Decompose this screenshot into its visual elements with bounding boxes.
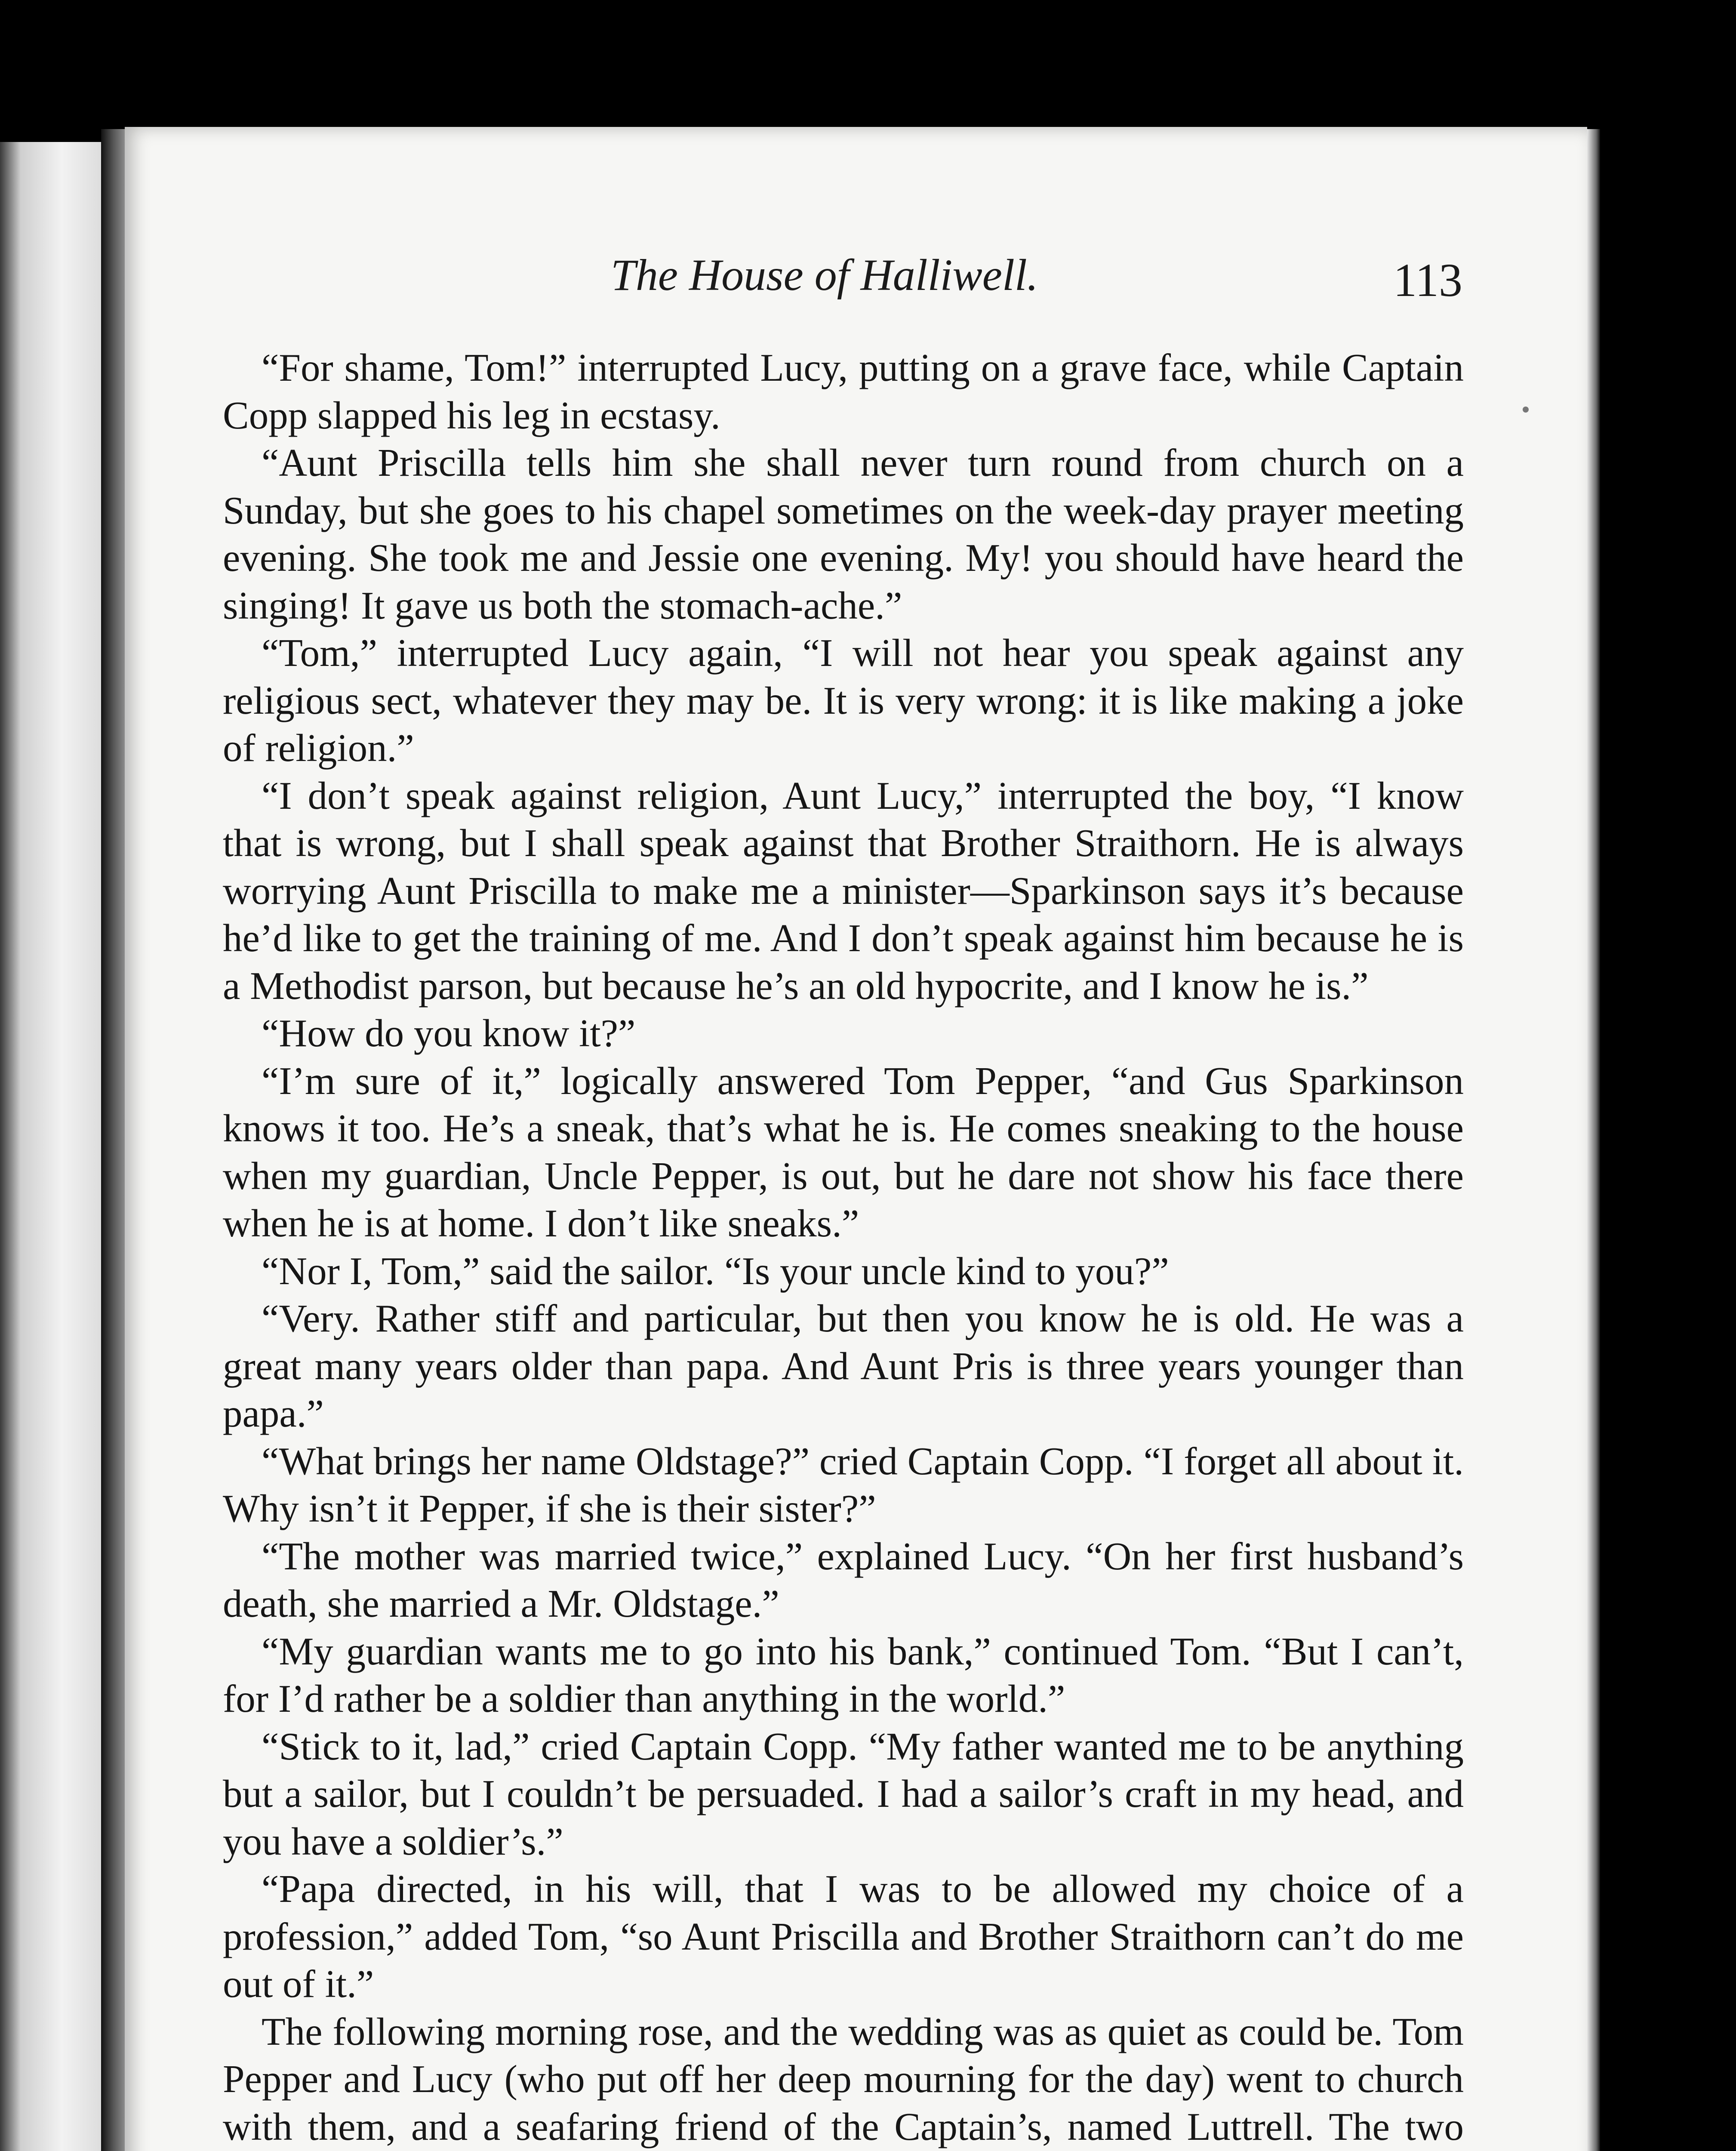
paragraph: “Papa directed, in his will, that I was to be allowed my choice of a profession,” added Tom, “so Aunt Priscilla and Brother Straithorn can’t do me out of it.” (223, 1867, 1464, 2006)
paragraph: “I don’t speak against religion, Aunt Lucy,” interrupted the boy, “I know that is wrong, but I shall speak against that Brother Straithorn. He is always worrying Aunt Priscilla to make me a minister—Sparkinson says it’s because he’d like to get the training of me. And I don’t speak against him because he is a Methodist parson, but because he’s an old hypocrite, and I know he is.” (223, 773, 1464, 1008)
previous-page-edge (0, 142, 106, 2151)
page-right-edge (1587, 129, 1600, 2151)
paragraph: “Tom,” interrupted Lucy again, “I will not hear you speak against any religious sect, whatever they may be. It is very wrong: it is like making a joke of religion.” (223, 631, 1464, 770)
body-text (223, 344, 1464, 2151)
paragraph: “What brings her name Oldstage?” cried Captain Copp. “I forget all about it. Why isn’t it Pepper, if she is their sister?” (223, 1439, 1464, 1530)
paragraph: “My guardian wants me to go into his bank,” continued Tom. “But I can’t, for I’d rather be a soldier than anything in the world.” (223, 1629, 1464, 1720)
paragraph: “I’m sure of it,” logically answered Tom Pepper, “and Gus Sparkinson knows it too. He’s a sneak, that’s what he is. He comes sneaking to the house when my guardian, Uncle Pepper, is out, but he dare not show his face there when he is at home. I don’t like sneaks.” (223, 1059, 1464, 1245)
paper-speck (1523, 407, 1529, 413)
book-page (125, 127, 1587, 2151)
paragraph: “For shame, Tom!” interrupted Lucy, putting on a grave face, while Captain Copp slapped his leg in ecstasy. (223, 346, 1464, 437)
paragraph: The following morning rose, and the wedding was as quiet as could be. Tom Pepper and Lucy (who put off her deep mourning for the day) went to church with them, and a seafaring friend of the Captain’s, named Luttrell. The two (223, 2009, 1464, 2148)
paragraph: “How do you know it?” (262, 1011, 636, 1055)
paragraph: “Very. Rather stiff and particular, but then you know he is old. He was a great many years older than papa. And Aunt Pris is three years younger than papa.” (223, 1297, 1464, 1435)
page-number: 113 (1393, 254, 1462, 306)
paragraph: “Aunt Priscilla tells him she shall never turn round from church on a Sunday, but she goes to his chapel sometimes on the week-day prayer meeting evening. She took me and Jessie one evening. My! you should have heard the singing! It gave us both the stomach-ache.” (223, 441, 1464, 627)
running-title: The House of Halliwell. (611, 250, 1038, 300)
paragraph: “Stick to it, lad,” cried Captain Copp. “My father wanted me to be anything but a sailor, but I couldn’t be persuaded. I had a sailor’s craft in my head, and you have a soldier’s.” (223, 1724, 1464, 1863)
paragraph: “Nor I, Tom,” said the sailor. “Is your uncle kind to you?” (262, 1249, 1169, 1293)
paragraph: “The mother was married twice,” explained Lucy. “On her first husband’s death, she married a Mr. Oldstage.” (223, 1534, 1464, 1625)
